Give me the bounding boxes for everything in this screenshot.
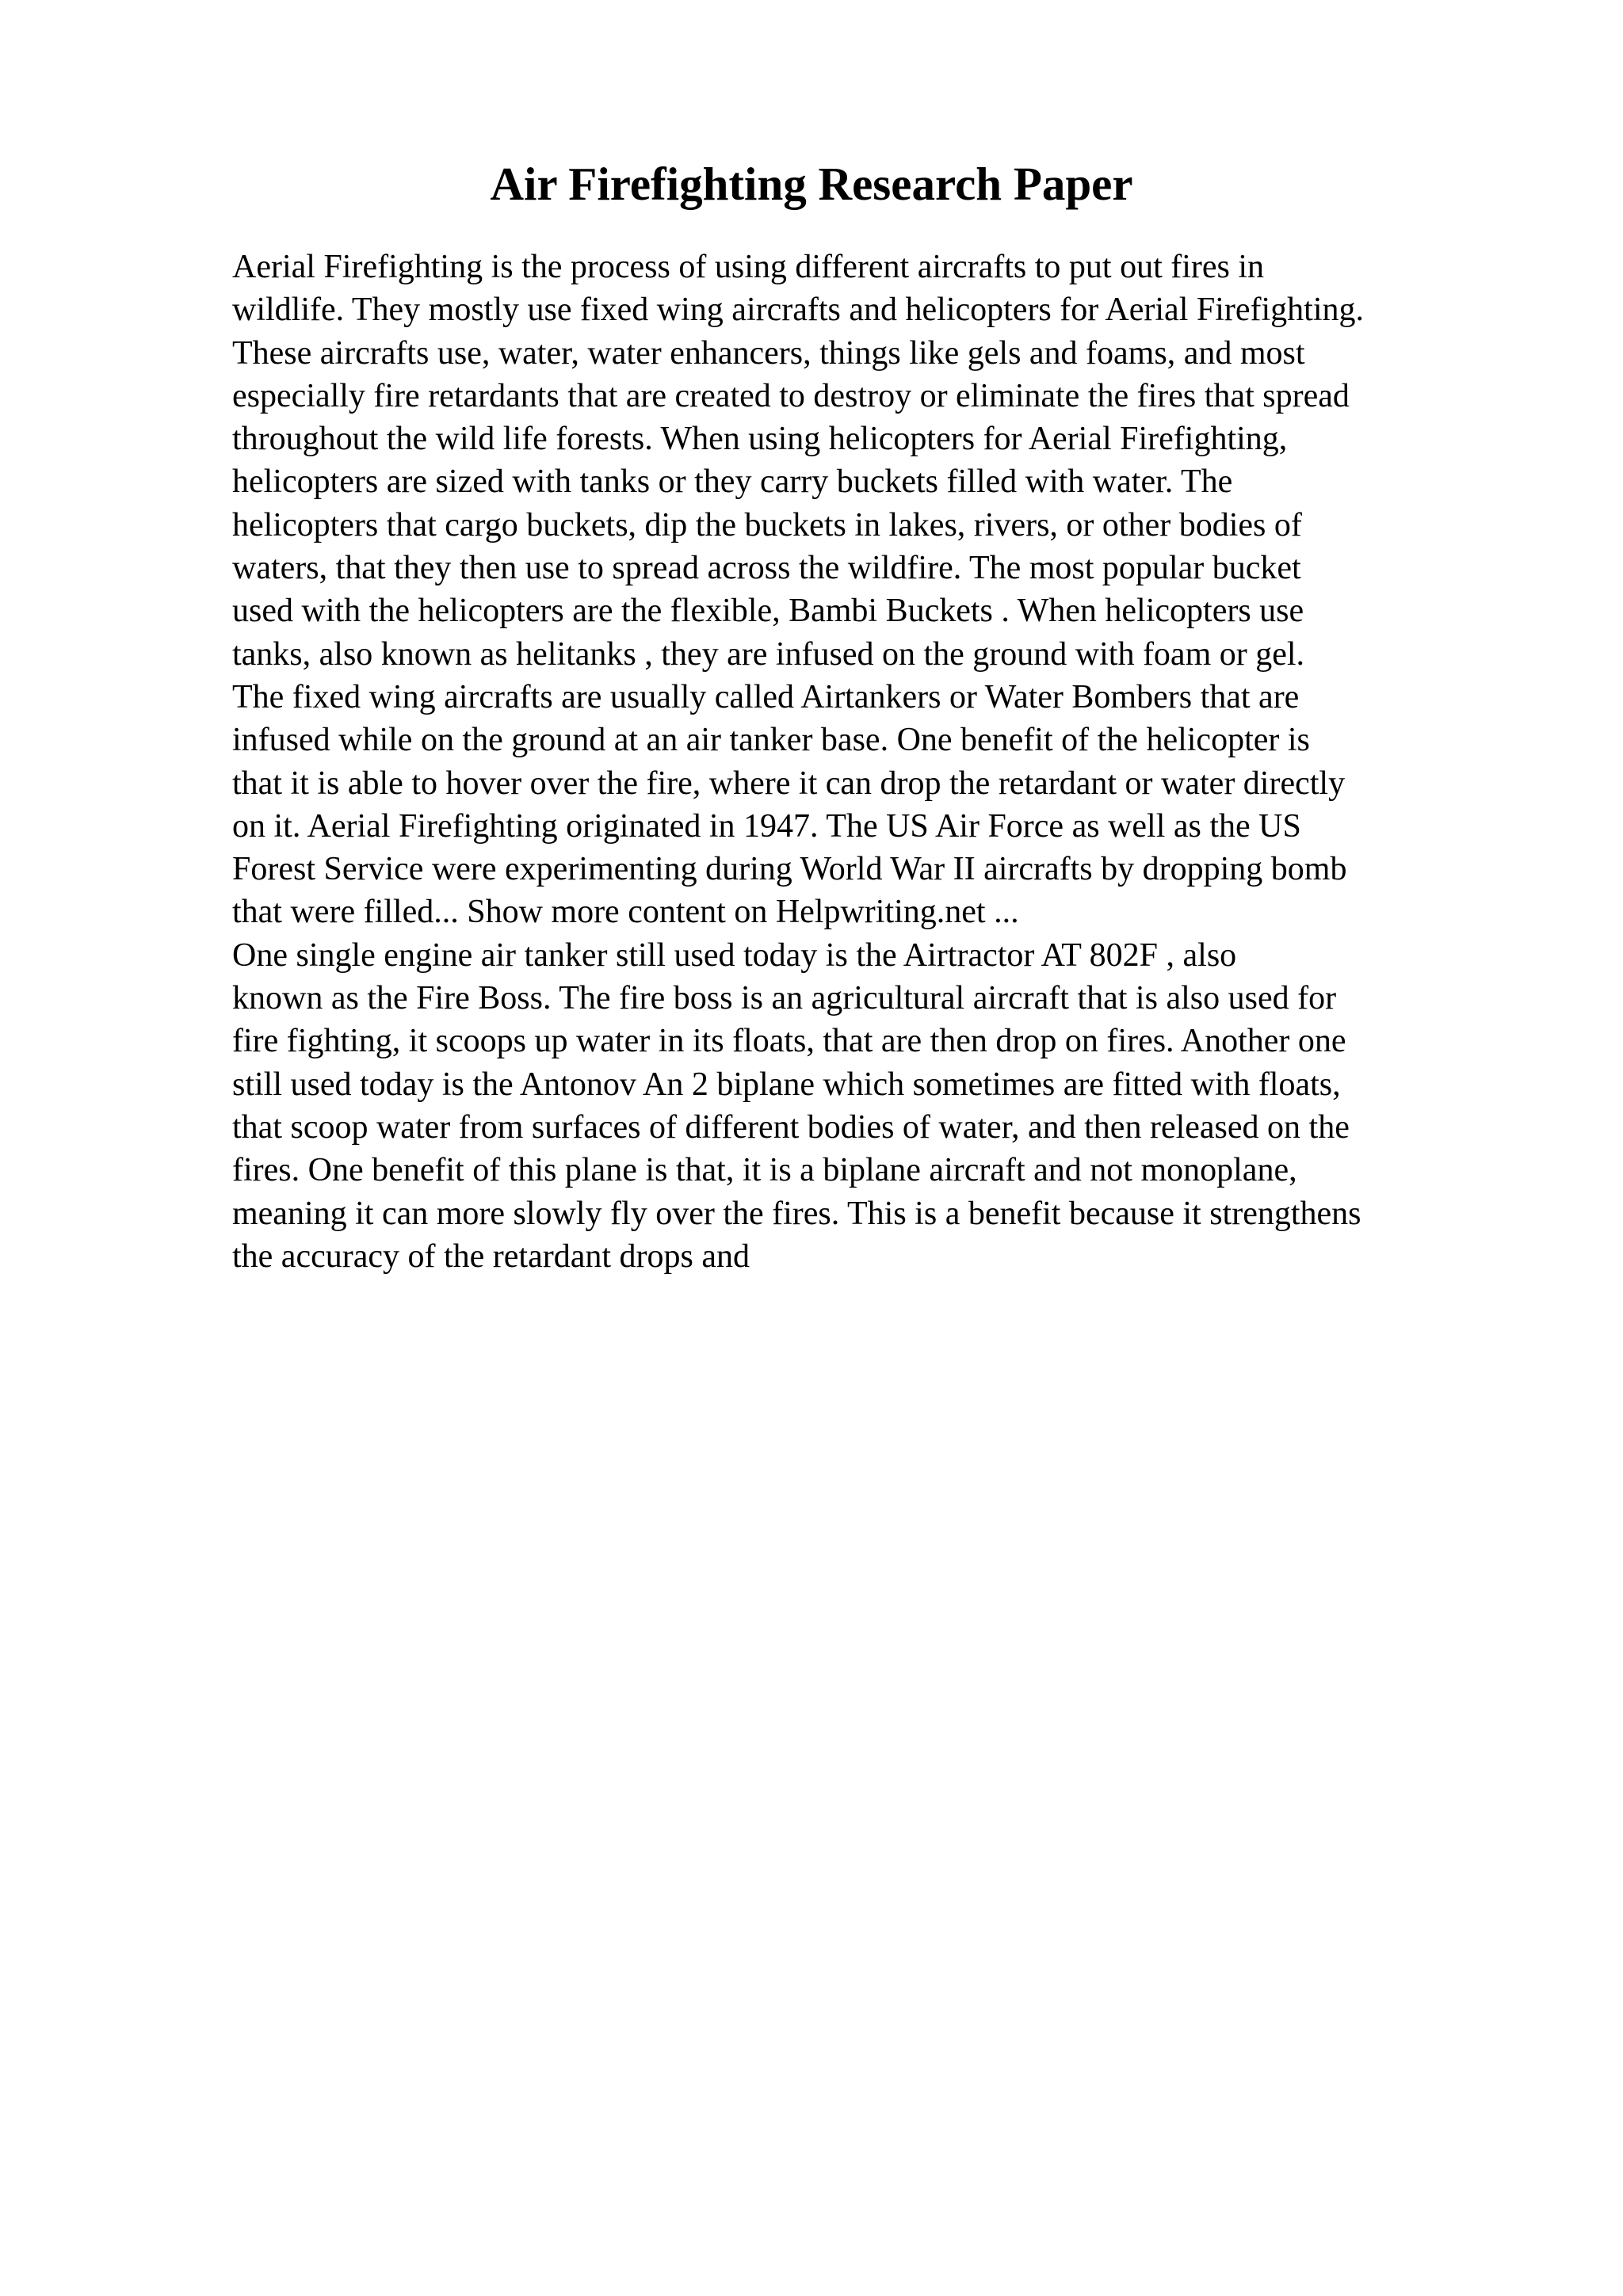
text-line: waters, that they then use to spread across the wildfire. The most popular bucket bbox=[232, 550, 1301, 587]
text-line: fires. One benefit of this plane is that, it is a biplane aircraft and not monoplane, bbox=[232, 1152, 1297, 1189]
text-line: that scoop water from surfaces of different bodies of water, and then released on the bbox=[232, 1108, 1350, 1146]
text-line: that were filled... Show more content on Helpwriting.net ... bbox=[232, 894, 1019, 931]
text-line: helicopters that cargo buckets, dip the buckets in lakes, rivers, or other bodies of bbox=[232, 506, 1302, 543]
text-line: still used today is the Antonov An 2 biplane which sometimes are fitted with floats, bbox=[232, 1066, 1341, 1103]
text-line: on it. Aerial Firefighting originated in 1947. The US Air Force as well as the US bbox=[232, 807, 1301, 845]
text-line: meaning it can more slowly fly over the fires. This is a benefit because it strengthens bbox=[232, 1195, 1361, 1232]
text-line: the accuracy of the retardant drops and bbox=[232, 1238, 750, 1275]
text-line: One single engine air tanker still used today is the Airtractor AT 802F , also bbox=[232, 936, 1237, 974]
text-line: fire fighting, it scoops up water in its floats, that are then drop on fires. Another one bbox=[232, 1023, 1346, 1060]
text-line: The fixed wing aircrafts are usually called Airtankers or Water Bombers that are bbox=[232, 678, 1300, 715]
page-title: Air Firefighting Research Paper bbox=[490, 158, 1133, 210]
text-line: used with the helicopters are the flexible, Bambi Buckets . When helicopters use bbox=[232, 593, 1304, 630]
text-line: tanks, also known as helitanks , they are infused on the ground with foam or gel. bbox=[232, 635, 1305, 673]
text-line: wildlife. They mostly use fixed wing aircrafts and helicopters for Aerial Firefighting. bbox=[232, 292, 1365, 329]
text-line: known as the Fire Boss. The fire boss is an agricultural aircraft that is also used for bbox=[232, 980, 1337, 1017]
text-line: that it is able to hover over the fire, where it can drop the retardant or water directly bbox=[232, 765, 1346, 802]
text-line: These aircrafts use, water, water enhancers, things like gels and foams, and most bbox=[232, 334, 1305, 372]
text-line: Aerial Firefighting is the process of using different aircrafts to put out fires in bbox=[232, 249, 1265, 285]
text-line: infused while on the ground at an air tanker base. One benefit of the helicopter is bbox=[232, 722, 1310, 759]
text-line: Forest Service were experimenting during World War II aircrafts by dropping bomb bbox=[232, 851, 1347, 888]
text-line: especially fire retardants that are created to destroy or eliminate the fires that spread bbox=[232, 377, 1350, 414]
body-text bbox=[232, 246, 1516, 1278]
text-line: helicopters are sized with tanks or they carry buckets filled with water. The bbox=[232, 463, 1233, 501]
text-line: throughout the wild life forests. When using helicopters for Aerial Firefighting, bbox=[232, 421, 1288, 458]
